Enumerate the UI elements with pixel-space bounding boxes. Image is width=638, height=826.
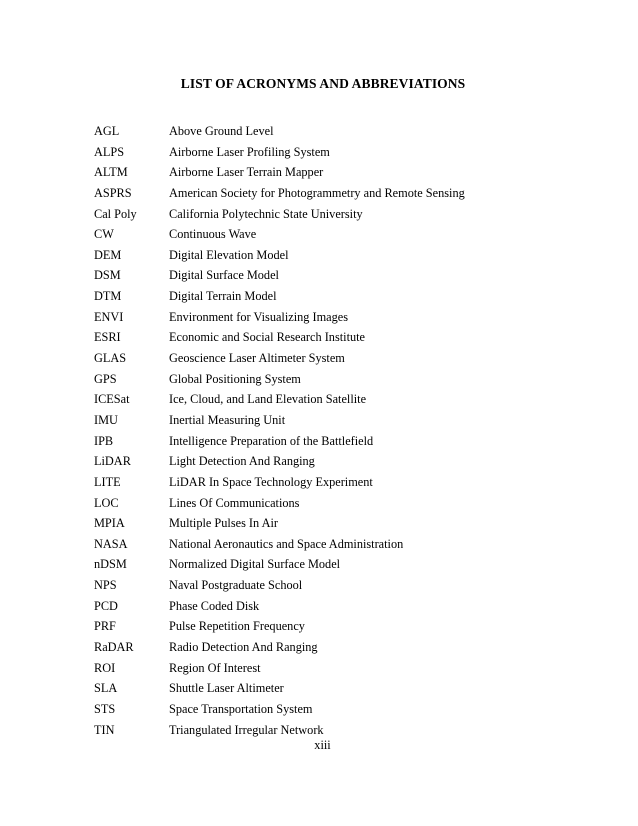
acronym-row — [94, 596, 614, 617]
acronym-definition: Naval Postgraduate School — [169, 578, 303, 593]
acronym-abbreviation: GLAS — [94, 351, 127, 366]
acronym-row — [94, 575, 614, 596]
acronym-row — [94, 183, 614, 204]
acronym-row — [94, 554, 614, 575]
acronym-row — [94, 224, 614, 245]
page-title: LIST OF ACRONYMS AND ABBREVIATIONS — [180, 76, 466, 91]
acronym-definition: Digital Terrain Model — [169, 289, 277, 304]
acronym-definition: Multiple Pulses In Air — [169, 516, 278, 531]
acronym-row — [94, 204, 614, 225]
acronym-abbreviation: NASA — [94, 536, 128, 551]
acronym-row — [94, 265, 614, 286]
acronym-abbreviation: GPS — [94, 371, 117, 386]
acronym-list — [94, 121, 614, 740]
acronym-definition: Triangulated Irregular Network — [169, 722, 324, 737]
acronym-row — [94, 658, 614, 679]
acronym-abbreviation: AGL — [94, 124, 120, 138]
acronym-abbreviation: STS — [94, 701, 116, 716]
acronym-row — [94, 369, 614, 390]
acronym-definition: Economic and Social Research Institute — [169, 330, 366, 345]
acronym-abbreviation: DEM — [94, 247, 122, 262]
acronym-definition: Geoscience Laser Altimeter System — [169, 351, 345, 366]
acronym-row — [94, 637, 614, 658]
acronym-abbreviation: LITE — [94, 474, 121, 489]
acronym-row — [94, 327, 614, 348]
acronym-row — [94, 286, 614, 307]
acronym-definition: Digital Elevation Model — [169, 247, 289, 262]
acronym-definition: Intelligence Preparation of the Battlefield — [169, 433, 374, 448]
acronym-abbreviation: ALTM — [94, 165, 128, 180]
acronym-abbreviation: nDSM — [94, 557, 127, 572]
acronym-definition: Phase Coded Disk — [169, 598, 260, 613]
acronym-definition: Space Transportation System — [169, 701, 313, 716]
acronym-row — [94, 451, 614, 472]
acronym-abbreviation: MPIA — [94, 516, 125, 531]
acronym-abbreviation: DTM — [94, 289, 122, 304]
acronym-definition: Region Of Interest — [169, 660, 261, 675]
acronym-definition: Above Ground Level — [169, 124, 274, 138]
acronym-definition: Continuous Wave — [169, 227, 257, 242]
acronym-abbreviation: IMU — [94, 412, 118, 427]
acronym-row — [94, 431, 614, 452]
acronym-row — [94, 348, 614, 369]
acronym-definition: National Aeronautics and Space Administration — [169, 536, 404, 551]
acronym-definition: Radio Detection And Ranging — [169, 640, 318, 655]
acronym-abbreviation: ICESat — [94, 392, 130, 407]
acronym-row — [94, 121, 614, 142]
acronym-abbreviation: DSM — [94, 268, 121, 283]
acronym-abbreviation: ENVI — [94, 309, 124, 324]
acronym-row — [94, 616, 614, 637]
acronym-row — [94, 307, 614, 328]
acronym-definition: Inertial Measuring Unit — [169, 412, 286, 427]
acronym-abbreviation: CW — [94, 227, 114, 242]
acronym-abbreviation: PRF — [94, 619, 116, 634]
acronym-abbreviation: SLA — [94, 681, 118, 696]
acronym-abbreviation: ALPS — [94, 144, 125, 159]
acronym-definition: Shuttle Laser Altimeter — [169, 681, 284, 696]
acronym-definition: Airborne Laser Profiling System — [169, 144, 330, 159]
acronym-row — [94, 389, 614, 410]
acronym-definition: Global Positioning System — [169, 371, 301, 386]
acronym-definition: Light Detection And Ranging — [169, 454, 315, 469]
acronym-definition: Environment for Visualizing Images — [169, 309, 349, 324]
acronym-row — [94, 699, 614, 720]
acronym-definition: Digital Surface Model — [169, 268, 279, 283]
acronym-abbreviation: ASPRS — [94, 185, 132, 200]
acronym-row — [94, 513, 614, 534]
acronym-abbreviation: LOC — [94, 495, 119, 510]
acronym-definition: Airborne Laser Terrain Mapper — [169, 165, 324, 180]
acronym-definition: Pulse Repetition Frequency — [169, 619, 305, 634]
acronym-abbreviation: ESRI — [94, 330, 121, 345]
acronym-row — [94, 472, 614, 493]
acronym-definition: California Polytechnic State University — [169, 206, 363, 221]
acronym-row — [94, 142, 614, 163]
acronym-definition: American Society for Photogrammetry and Remote Sensing — [169, 185, 465, 200]
acronym-row — [94, 162, 614, 183]
acronym-row — [94, 410, 614, 431]
acronym-definition: Ice, Cloud, and Land Elevation Satellite — [169, 392, 367, 407]
acronym-row — [94, 534, 614, 555]
acronym-row — [94, 245, 614, 266]
acronym-abbreviation: IPB — [94, 433, 114, 448]
acronym-definition: LiDAR In Space Technology Experiment — [169, 474, 373, 489]
acronym-abbreviation: Cal Poly — [94, 206, 137, 221]
acronym-row — [94, 678, 614, 699]
acronym-abbreviation: ROI — [94, 660, 116, 675]
acronym-definition: Lines Of Communications — [169, 495, 300, 510]
acronym-abbreviation: LiDAR — [94, 454, 131, 469]
acronym-abbreviation: TIN — [94, 722, 115, 737]
acronym-abbreviation: PCD — [94, 598, 118, 613]
acronym-abbreviation: RaDAR — [94, 640, 134, 655]
acronym-row — [94, 493, 614, 514]
acronym-definition: Normalized Digital Surface Model — [169, 557, 341, 572]
page-number: xiii — [314, 738, 331, 752]
acronym-abbreviation: NPS — [94, 578, 117, 593]
